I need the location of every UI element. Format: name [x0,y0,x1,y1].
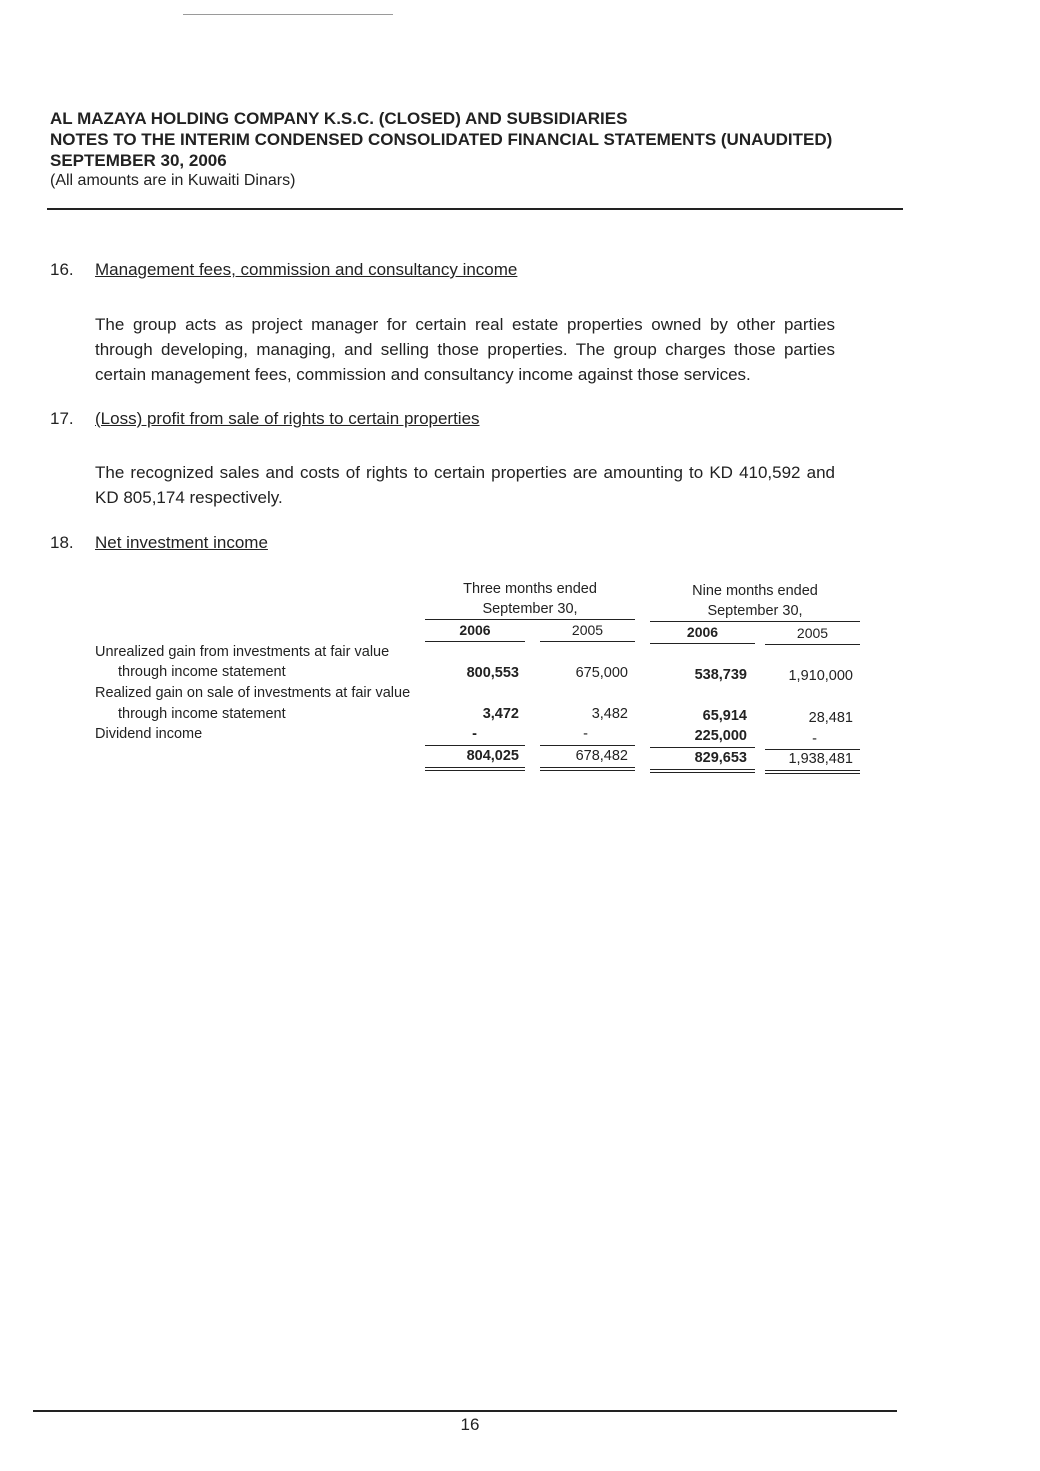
cell-dividend-n-2005: - [812,731,817,747]
note-17-number: 17. [50,409,74,428]
year-col-1: 2006 [459,622,491,638]
statement-title: NOTES TO THE INTERIM CONDENSED CONSOLIDATED FINANCIAL STATEMENTS (UNAUDITED) [50,130,833,149]
year-rule-2 [540,641,635,642]
total-double-rule-2a [540,767,635,768]
year-col-3: 2006 [686,624,719,640]
year-col-4: 2005 [796,625,829,641]
year-rule-3 [650,643,755,644]
cell-unrealized-n-2005: 1,910,000 [788,668,853,684]
scan-artifact-line [183,14,393,15]
total-double-rule-4b [765,773,860,774]
total-double-rule-4a [765,770,860,771]
subtotal-rule-2 [540,745,635,746]
cell-realized-n-2005: 28,481 [808,710,853,726]
note-16-body: The group acts as project manager for certain real estate properties owned by other parties through developing, managing, and selling those properties. The group charges those parties certain management fees, commission and consultancy income against those services. [95,315,835,384]
row-realized-label-1: Realized gain on sale of investments at fair value [95,685,411,701]
row-dividend-label: Dividend income [95,726,203,742]
nine-months-header-line1: Nine months ended [692,583,818,599]
cell-dividend-q-2005: - [583,726,588,742]
note-18-title: Net investment income [95,533,268,552]
total-double-rule-1a [425,767,525,768]
document-header [50,108,902,191]
footer-divider [33,1410,897,1412]
page-number: 16 [460,1415,480,1434]
year-rule-1 [425,641,525,642]
statement-date: SEPTEMBER 30, 2006 [50,151,227,170]
three-months-header-rule [425,619,635,620]
total-n-2006: 829,653 [694,750,747,766]
cell-realized-n-2006: 65,914 [702,708,747,724]
total-n-2005: 1,938,481 [788,751,853,767]
subtotal-rule-1 [425,745,525,746]
nine-months-header [650,581,860,621]
note-16-title: Management fees, commission and consultancy income [95,260,518,279]
cell-unrealized-q-2006: 800,553 [466,665,519,681]
cell-dividend-n-2006: 225,000 [694,728,747,744]
currency-note: (All amounts are in Kuwaiti Dinars) [50,172,296,189]
total-double-rule-1b [425,770,525,771]
row-realized-label-2: through income statement [118,706,286,722]
subtotal-rule-3 [650,747,755,748]
three-months-header [425,579,635,619]
cell-unrealized-n-2006: 538,739 [694,667,747,683]
total-q-2006: 804,025 [466,748,519,764]
cell-realized-q-2006: 3,472 [482,706,519,722]
subtotal-rule-4 [765,749,860,750]
nine-months-header-line2: September 30, [707,603,803,619]
total-double-rule-3a [650,769,755,770]
cell-realized-q-2005: 3,482 [591,706,628,722]
row-unrealized-label-2: through income statement [118,664,286,680]
total-double-rule-2b [540,770,635,771]
company-name: AL MAZAYA HOLDING COMPANY K.S.C. (CLOSED) AND SUBSIDIARIES [50,109,628,128]
total-double-rule-3b [650,772,755,773]
header-divider [47,208,903,210]
year-col-2: 2005 [571,622,604,638]
row-unrealized-label-1: Unrealized gain from investments at fair value [95,644,390,660]
cell-unrealized-q-2005: 675,000 [575,665,628,681]
note-18-number: 18. [50,533,74,552]
note-16-number: 16. [50,260,74,279]
year-rule-4 [765,644,860,645]
nine-months-header-rule [650,621,860,622]
cell-dividend-q-2006: - [472,726,477,742]
three-months-header-line1: Three months ended [463,581,597,597]
three-months-header-line2: September 30, [482,601,578,617]
total-q-2005: 678,482 [575,748,628,764]
note-17-title: (Loss) profit from sale of rights to certain properties [95,409,480,428]
note-17-body: The recognized sales and costs of rights to certain properties are amounting to KD 410,592 and KD 805,174 respectively. [95,463,835,507]
